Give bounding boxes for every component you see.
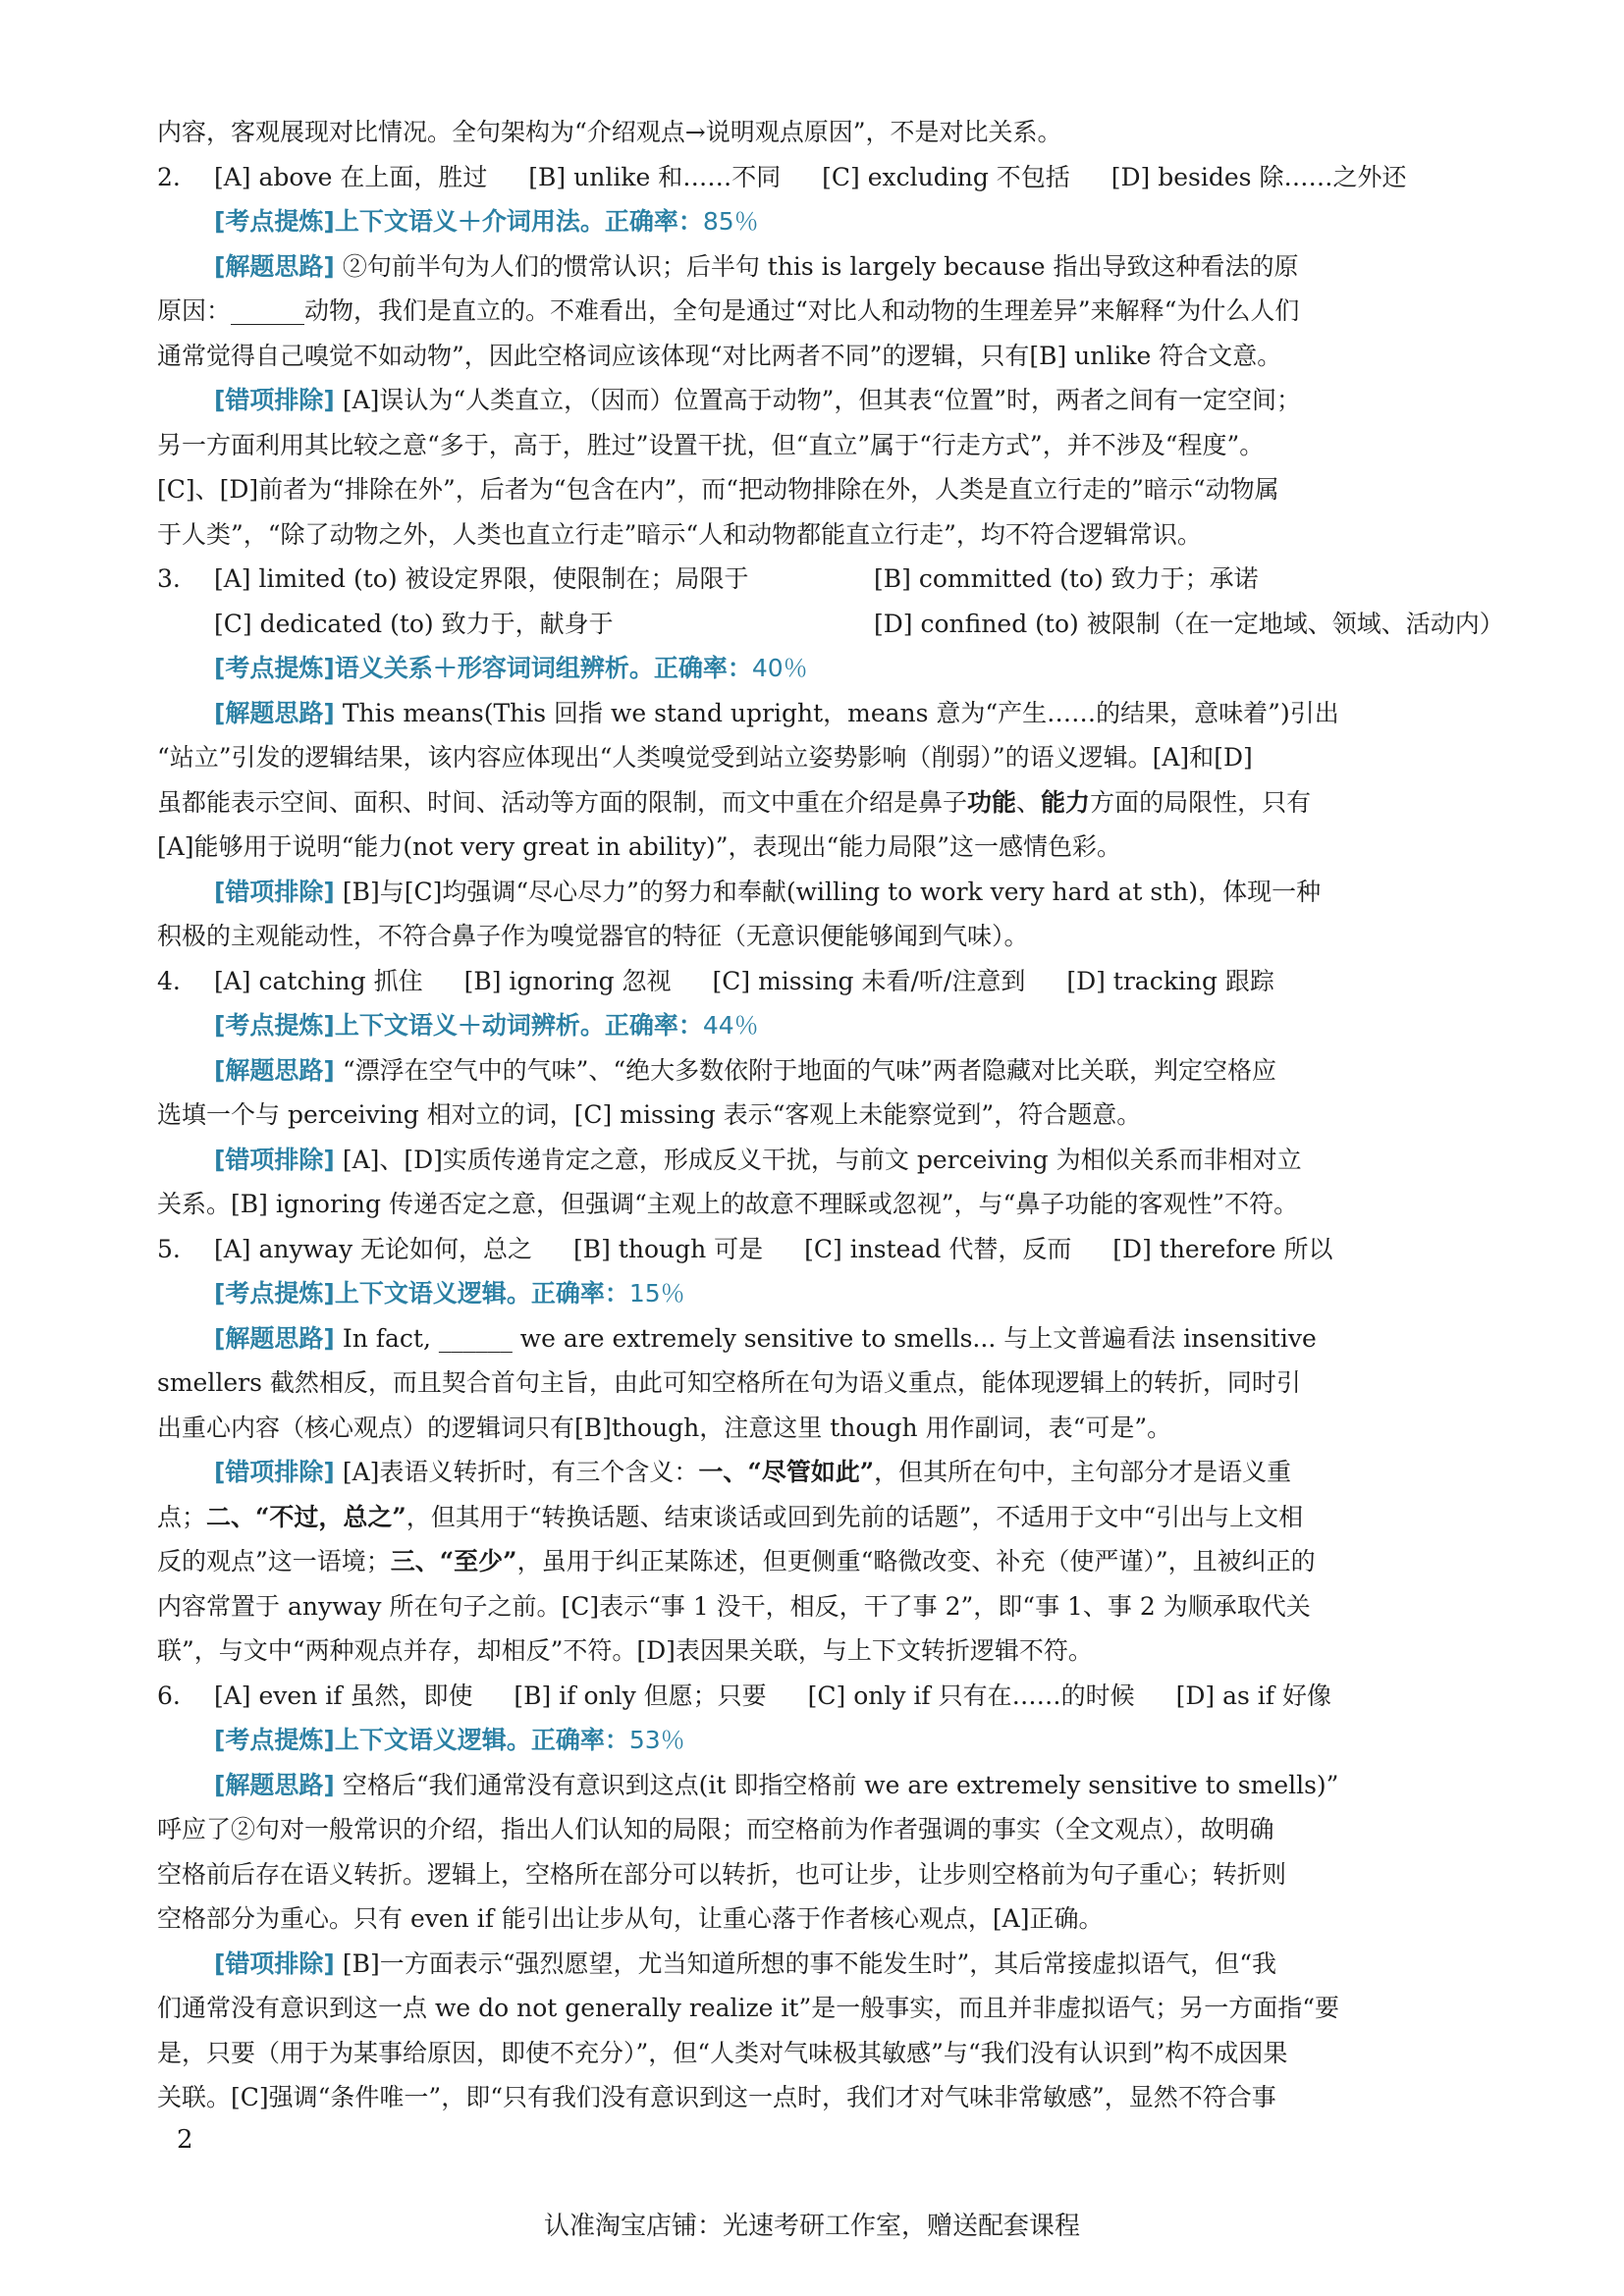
key-point-line [157,1718,1551,1763]
solution-line [157,691,1551,736]
option-a: [A] even if 虽然，即使 [214,1681,473,1710]
option-a: [A] anyway 无论如何，总之 [214,1234,533,1263]
key-point-line [157,1003,1551,1048]
accuracy-rate: 44％ [702,1011,759,1040]
question-6-options [157,1674,1551,1719]
solution-line [157,1316,1551,1362]
option-d: [D] therefore 所以 [1112,1234,1333,1263]
option-c: [C] missing 未看/听/注意到 [712,966,1026,995]
option-b: [B] unlike 和……不同 [528,162,782,191]
text-line: 积极的主观能动性，不符合鼻子作为嗅觉器官的特征（无意识便能够闻到气味）。 [157,922,1029,950]
text-line: 关系。[B] ignoring 传递否定之意，但强调“主观上的故意不理睬或忽视”，与“鼻子功能的客观性”不符。 [157,1190,1299,1218]
text-span: 方面的局限性，只有 [1090,787,1312,817]
solution-line [157,244,1551,290]
question-5-options [157,1227,1551,1272]
text-line: 们通常没有意识到这一点 we do not generally realize it”是一般事实，而且并非虚拟语气；另一方面指“要 [157,1994,1340,2022]
text-line [157,780,1551,826]
text-span: ，虽用于纠正某陈述，但更侧重“略微改变、补充（使严谨）”，且被纠正的 [516,1547,1316,1575]
elimination-tag: [错项排除] [214,1145,335,1174]
text-span: ，但其所在句中，主句部分才是语义重 [874,1458,1292,1486]
text-line: 空格前后存在语义转折。逻辑上，空格所在部分可以转折，也可让步，让步则空格前为句子重心；转折则 [157,1859,1287,1889]
option-a: [A] limited (to) 被设定界限，使限制在；局限于 [214,564,749,593]
accuracy-rate: 40％ [751,654,808,682]
text-line: 原因：______动物，我们是直立的。不难看出，全句是通过“对比人和动物的生理差异”来解释“为什么人们 [157,296,1300,325]
option-b: [B] if only 但愿；只要 [514,1681,767,1710]
elimination-line [157,378,1551,423]
text-line: smellers 截然相反，而且契合首句主旨，由此可知空格所在句为语义重点，能体现逻辑上的转折，同时引 [157,1368,1301,1397]
key-point-text: 上下文语义逻辑。正确率： [334,1279,629,1308]
text-line: 另一方面利用其比较之意“多于，高于，胜过”设置干扰，但“直立”属于“行走方式”，并不涉及“程度”。 [157,430,1265,459]
emphasis-text: 能力 [1041,787,1091,817]
option-b: [B] though 可是 [572,1234,764,1263]
option-d: [D] besides 除……之外还 [1110,162,1407,191]
option-c: [C] excluding 不包括 [822,162,1070,191]
question-number: 2. [157,162,181,191]
footer-note: 认准淘宝店铺：光速考研工作室，赠送配套课程 [543,2212,1080,2241]
emphasis-text: 功能 [967,787,1017,817]
solution-text: In fact, ______ we are extremely sensitive to smells... 与上文普遍看法 insensitive [342,1323,1317,1353]
text-span: 点； [157,1502,207,1531]
solution-line [157,1048,1551,1094]
key-point-line [157,646,1551,691]
key-point-text: 上下文语义＋介词用法。正确率： [334,207,703,236]
emphasis-text: 二、“不过，总之” [206,1502,406,1531]
text-line: 通常觉得自己嗅觉不如动物”，因此空格词应该体现“对比两者不同”的逻辑，只有[B] unlike 符合文意。 [157,341,1282,370]
elimination-text: [B]与[C]均强调“尽心尽力”的努力和奉献(willing to work very hard at sth)，体现一种 [342,877,1322,906]
key-point-line [157,199,1551,244]
question-number: 5. [157,1234,181,1263]
solution-tag: [解题思路] [214,251,335,281]
question-3-options-2 [157,602,1551,647]
key-point-tag: [考点提炼] [214,1279,335,1308]
question-number: 6. [157,1681,181,1710]
question-2-options [157,155,1551,200]
solution-tag: [解题思路] [214,698,335,727]
solution-tag: [解题思路] [214,1770,335,1799]
elimination-text: [B]一方面表示“强烈愿望，尤当知道所想的事不能发生时”，其后常接虚拟语气，但“我 [342,1949,1277,1978]
document-body [157,110,1551,2120]
elimination-text: [A]误认为“人类直立，（因而）位置高于动物”，但其表“位置”时，两者之间有一定空间； [342,386,1301,414]
text-span: ，但其用于“转换话题、结束谈话或回到先前的话题”，不适用于文中“引出与上文相 [406,1502,1304,1531]
question-4-options [157,959,1551,1004]
text-line: [A]能够用于说明“能力(not very great in ability)”，表现出“能力局限”这一感情色彩。 [157,832,1122,861]
key-point-text: 上下文语义＋动词辨析。正确率： [334,1011,703,1040]
page-number: 2 [177,2125,193,2155]
option-c: [C] dedicated (to) 致力于，献身于 [214,609,614,638]
text-line: 出重心内容（核心观点）的逻辑词只有[B]though，注意这里 though 用作副词，表“可是”。 [157,1413,1172,1442]
text-line [157,1495,1551,1540]
key-point-tag: [考点提炼] [214,1011,335,1040]
key-point-text: 上下文语义逻辑。正确率： [334,1726,629,1754]
text-span: 反的观点”这一语境； [157,1547,391,1575]
key-point-tag: [考点提炼] [214,207,335,236]
solution-text: “漂浮在空气中的气味”、“绝大多数依附于地面的气味”两者隐藏对比关联，判定空格应 [342,1055,1276,1085]
elimination-tag: [错项排除] [214,877,335,906]
elimination-tag: [错项排除] [214,1458,335,1486]
key-point-tag: [考点提炼] [214,1726,335,1754]
solution-text: This means(This 回指 we stand upright，means 意为“产生……的结果，意味着”)引出 [342,698,1339,727]
emphasis-text: 三、“至少” [390,1547,517,1575]
solution-line [157,1763,1551,1808]
text-line [157,1539,1551,1584]
key-point-tag: [考点提炼] [214,654,335,682]
key-point-text: 语义关系＋形容词词组辨析。正确率： [334,654,752,682]
elimination-line [157,870,1551,915]
text-line: 联”，与文中“两种观点并存，却相反”不符。[D]表因果关联，与上下文转折逻辑不符。 [157,1636,1093,1665]
option-d: [D] as if 好像 [1175,1681,1331,1710]
question-number: 4. [157,966,181,995]
question-number: 3. [157,564,181,593]
option-c: [C] only if 只有在……的时候 [807,1681,1135,1710]
text-line: 呼应了②句对一般常识的介绍，指出人们认知的局限；而空格前为作者强调的事实（全文观点），故明确 [157,1815,1274,1843]
option-b: [B] committed (to) 致力于；承诺 [874,564,1259,593]
solution-text: ②句前半句为人们的惯常认识；后半句 this is largely because 指出导致这种看法的原 [342,251,1299,281]
solution-tag: [解题思路] [214,1055,335,1085]
accuracy-rate: 53％ [628,1726,685,1754]
option-a: [A] above 在上面，胜过 [214,162,488,191]
elimination-text: [A]、[D]实质传递肯定之意，形成反义干扰，与前文 perceiving 为相似关系而非相对立 [342,1145,1302,1174]
text-span: 虽都能表示空间、面积、时间、活动等方面的限制，而文中重在介绍是鼻子 [157,787,968,817]
text-span: 、 [1016,787,1042,817]
elimination-tag: [错项排除] [214,1949,335,1978]
accuracy-rate: 15％ [628,1279,685,1308]
text-line: “站立”引发的逻辑结果，该内容应体现出“人类嗅觉受到站立姿势影响（削弱）”的语义逻辑。[A]和[D] [157,743,1253,772]
text-line: 于人类”，“除了动物之外，人类也直立行走”暗示“人和动物都能直立行走”，均不符合逻辑常识。 [157,519,1202,549]
option-c: [C] instead 代替，反而 [804,1234,1072,1263]
elimination-tag: [错项排除] [214,386,335,414]
option-a: [A] catching 抓住 [214,966,423,995]
text-line: 空格部分为重心。只有 even if 能引出让步从句，让重心落于作者核心观点，[A]正确。 [157,1904,1104,1933]
solution-text: 空格后“我们通常没有意识到这点(it 即指空格前 we are extremely sensitive to smells)” [342,1770,1339,1799]
elimination-line [157,1138,1551,1183]
option-d: [D] confined (to) 被限制（在一定地域、领域、活动内） [874,609,1504,638]
text-line: 内容常置于 anyway 所在句子之前。[C]表示“事 1 没干，相反，干了事 2”，即“事 1、事 2 为顺承取代关 [157,1591,1311,1621]
text-line: 关联。[C]强调“条件唯一”，即“只有我们没有意识到这一点时，我们才对气味非常敏感”，显然不符合事 [157,2083,1276,2111]
question-3-options [157,557,1551,602]
text-line: 内容，客观展现对比情况。全句架构为“介绍观点→说明观点原因”，不是对比关系。 [157,118,1062,146]
elimination-line [157,1942,1551,1987]
accuracy-rate: 85％ [702,207,759,236]
elimination-line [157,1450,1551,1495]
solution-tag: [解题思路] [214,1323,335,1353]
text-line: 是，只要（用于为某事给原因，即使不充分）”，但“人类对气味极其敏感”与“我们没有认识到”构不成因果 [157,2038,1288,2067]
emphasis-text: 一、“尽管如此” [698,1458,875,1486]
option-d: [D] tracking 跟踪 [1066,966,1274,995]
option-b: [B] ignoring 忽视 [463,966,672,995]
text-span: [A]表语义转折时，有三个含义： [342,1458,699,1486]
text-line: [C]、[D]前者为“排除在外”，后者为“包含在内”，而“把动物排除在外，人类是直立行走的”暗示“动物属 [157,475,1279,504]
key-point-line [157,1271,1551,1316]
text-line: 选填一个与 perceiving 相对立的词，[C] missing 表示“客观上未能察觉到”，符合题意。 [157,1100,1142,1129]
